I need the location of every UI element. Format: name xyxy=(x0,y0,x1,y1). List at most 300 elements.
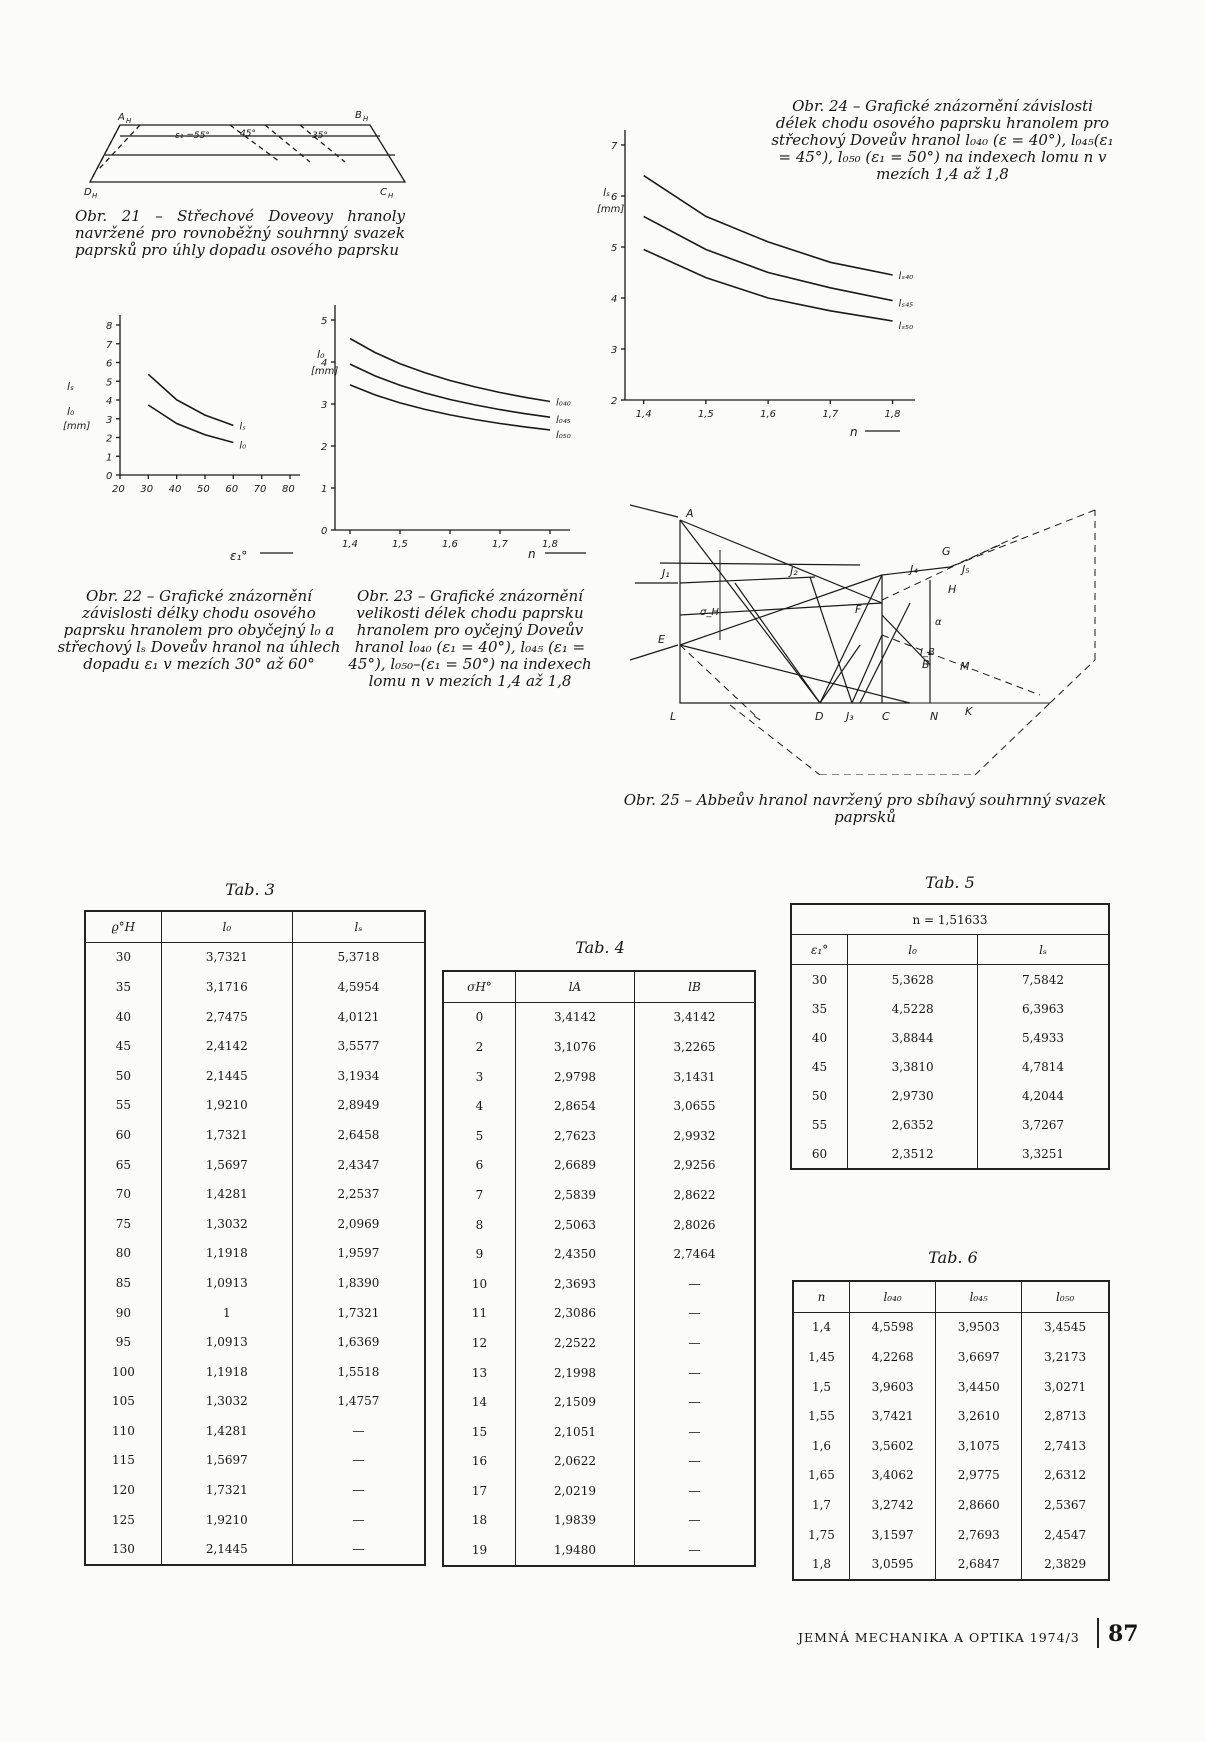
fig21-label-45: 45° xyxy=(240,129,256,139)
fig21-label-a-sub: H xyxy=(126,117,132,125)
table-row xyxy=(85,1446,425,1476)
fig21-caption: Obr. 21 – Střechové Doveovy hranoly navržené pro rovnoběžný souhrnný svazek paprsků pro úhly dopadu osového paprsku xyxy=(75,207,405,259)
f24-series-line xyxy=(644,176,893,275)
tab3-cell: 110 xyxy=(85,1416,161,1446)
tab3-cell: 1,4281 xyxy=(161,1416,292,1446)
tab4-cell: 18 xyxy=(443,1506,515,1536)
tab5-cell: 60 xyxy=(791,1139,848,1169)
fig22-axes xyxy=(116,315,300,479)
f23-series-line xyxy=(350,364,550,417)
tab5-cell: 3,8844 xyxy=(848,1023,978,1052)
table-row xyxy=(85,1298,425,1328)
tab5-header: l₀ xyxy=(848,935,978,965)
tab4-cell: 5 xyxy=(443,1121,515,1151)
table-row xyxy=(443,1151,755,1181)
tab6-cell: 4,2268 xyxy=(850,1342,936,1372)
tab5-cell: 4,5228 xyxy=(848,994,978,1023)
tab4-cell: — xyxy=(635,1299,755,1329)
fig21-label-eps: ε₁ =55° xyxy=(175,131,210,141)
table-row xyxy=(85,942,425,972)
fig25-angle-sigma: σ_H xyxy=(700,607,719,618)
tab5-cell: 3,3810 xyxy=(848,1052,978,1081)
table-row xyxy=(443,1299,755,1329)
f23-ytick-label: 4 xyxy=(321,358,328,369)
fig25-angle-ib: I_B xyxy=(920,647,935,658)
tab4-cell: — xyxy=(635,1358,755,1388)
tab5-cell: 35 xyxy=(791,994,848,1023)
tab3-cell: 2,6458 xyxy=(292,1120,425,1150)
tab6-cell: 2,6847 xyxy=(936,1549,1022,1580)
f24-xtick-label: 1,8 xyxy=(884,409,901,420)
tab6-cell: 2,5367 xyxy=(1022,1490,1109,1520)
tab6-header: l₀₅₀ xyxy=(1022,1281,1109,1312)
f23-series-label: l₀₅₀ xyxy=(556,429,571,441)
fig25-point-j5: J₅ xyxy=(962,563,970,576)
tab6-cell: 1,45 xyxy=(793,1342,850,1372)
tab3-cell: 4,5954 xyxy=(292,972,425,1002)
tab6-cell: 3,0595 xyxy=(850,1549,936,1580)
tab4-cell: — xyxy=(635,1269,755,1299)
table-row xyxy=(85,1150,425,1180)
table-row xyxy=(85,972,425,1002)
f23-xtick-label: 1,7 xyxy=(492,539,508,550)
tab6-cell: 2,6312 xyxy=(1022,1461,1109,1491)
tab4-cell: 2 xyxy=(443,1032,515,1062)
f22-ytick-label: 6 xyxy=(106,358,113,370)
tab4-cell: 7 xyxy=(443,1180,515,1210)
tab4-cell: 2,1998 xyxy=(515,1358,634,1388)
fig25-point-e: E xyxy=(658,633,665,646)
f22-series-label: lₛ xyxy=(239,421,246,433)
tab5-cell: 4,7814 xyxy=(978,1052,1109,1081)
tab4-cell: — xyxy=(635,1387,755,1417)
fig25-point-d: D xyxy=(815,710,824,723)
f22-ytick-label: 2 xyxy=(106,433,113,445)
tab4-cell: 3,1431 xyxy=(635,1062,755,1092)
f24-ytick-label: 2 xyxy=(611,396,618,407)
tab4-cell: 3,2265 xyxy=(635,1032,755,1062)
f22-ytick-label: 4 xyxy=(106,396,113,407)
tab3-cell: 95 xyxy=(85,1327,161,1357)
tab6-cell: 2,7693 xyxy=(936,1520,1022,1550)
table-row xyxy=(793,1401,1109,1431)
tab6-cell: 1,7 xyxy=(793,1490,850,1520)
tab4-cell: 2,8622 xyxy=(635,1180,755,1210)
tab3-cell: 1 xyxy=(161,1298,292,1328)
tab6-cell: 2,8713 xyxy=(1022,1401,1109,1431)
tab4-cell: 2,0622 xyxy=(515,1447,634,1477)
table-row xyxy=(85,1179,425,1209)
f22-xtick-label: 70 xyxy=(253,484,267,495)
tab4 xyxy=(442,970,756,1567)
tab3-cell: 5,3718 xyxy=(292,942,425,972)
tab3-cell: 1,5697 xyxy=(161,1446,292,1476)
tab3-header: ϱ°H xyxy=(85,911,161,942)
fig22-yunit: [mm] xyxy=(63,421,91,432)
f23-ytick-label: 5 xyxy=(321,316,328,327)
tab6-cell: 3,2610 xyxy=(936,1401,1022,1431)
fig25-point-g: G xyxy=(942,545,951,558)
tab3-cell: 1,6369 xyxy=(292,1327,425,1357)
tab4-cell: 2,1509 xyxy=(515,1387,634,1417)
tab4-cell: — xyxy=(635,1447,755,1477)
fig22-plot xyxy=(106,321,295,495)
table-row xyxy=(85,1120,425,1150)
f24-series-line xyxy=(644,250,893,322)
fig21-label-d: D xyxy=(84,187,92,198)
fig22-chart xyxy=(35,315,315,560)
fig23-plot xyxy=(321,316,571,550)
tab4-cell: — xyxy=(635,1506,755,1536)
tab6 xyxy=(792,1280,1110,1581)
tab3-cell: 1,3032 xyxy=(161,1209,292,1239)
tab4-cell: — xyxy=(635,1535,755,1566)
f23-ytick-label: 2 xyxy=(321,442,328,453)
tab4-cell: 2,7623 xyxy=(515,1121,634,1151)
fig25-point-b: B xyxy=(922,658,930,671)
fig25-point-f: F xyxy=(855,603,862,616)
tab3-cell: 3,1716 xyxy=(161,972,292,1002)
fig25-caption: Obr. 25 – Abbeův hranol navržený pro sbíhavý souhrnný svazek paprsků xyxy=(623,791,1107,826)
tab3-cell: — xyxy=(292,1505,425,1535)
tab3-cell: 1,8390 xyxy=(292,1268,425,1298)
table-row xyxy=(443,1535,755,1566)
tab6-cell: 3,6697 xyxy=(936,1342,1022,1372)
tab4-cell: 2,3086 xyxy=(515,1299,634,1329)
f23-ytick-label: 3 xyxy=(321,400,328,411)
tab4-cell: 2,7464 xyxy=(635,1239,755,1269)
fig24-chart xyxy=(595,130,955,440)
f22-ytick-label: 0 xyxy=(106,471,113,482)
tab6-title: Tab. 6 xyxy=(928,1248,978,1267)
table-row xyxy=(793,1372,1109,1402)
table-row xyxy=(85,1534,425,1565)
f22-ytick-label: 5 xyxy=(106,377,113,389)
tab6-cell: 3,0271 xyxy=(1022,1372,1109,1402)
tab5-cell: 45 xyxy=(791,1052,848,1081)
tab5-cell: 3,3251 xyxy=(978,1139,1109,1169)
tab5-cell: 2,6352 xyxy=(848,1110,978,1139)
tab3-cell: 1,5518 xyxy=(292,1357,425,1387)
f22-xtick-label: 20 xyxy=(112,484,125,495)
tab3-cell: 115 xyxy=(85,1446,161,1476)
tab5-header: ε₁° xyxy=(791,935,848,965)
tab5-cell: 30 xyxy=(791,965,848,995)
tab4-cell: — xyxy=(635,1328,755,1358)
fig23-yunit: [mm] xyxy=(311,366,339,377)
fig21-label-b: B xyxy=(355,110,362,121)
f22-ytick-label: 3 xyxy=(106,414,113,426)
tab3-cell: 2,4142 xyxy=(161,1031,292,1061)
f22-series-label: l₀ xyxy=(239,440,247,452)
tab4-header: lA xyxy=(515,971,634,1002)
f23-xtick-label: 1,8 xyxy=(542,539,558,550)
tab6-cell: 2,3829 xyxy=(1022,1549,1109,1580)
tab5-cell: 2,3512 xyxy=(848,1139,978,1169)
tab4-cell: 3,4142 xyxy=(635,1002,755,1032)
tab3-cell: 1,7321 xyxy=(161,1475,292,1505)
table-row xyxy=(443,1447,755,1477)
fig23-caption: Obr. 23 – Grafické znázornění velikosti délek chodu paprsku hranolem pro oyčejný Doveův hranol l₀₄₀ (ε₁ = 40°), l₀₄₅ (ε₁ = 45°), l₀₅₀–(ε₁ = 50°) na indexech lomu n v mezích 1,4 až 1,8 xyxy=(348,587,592,690)
tab3-cell: 1,9597 xyxy=(292,1239,425,1269)
tab3-title: Tab. 3 xyxy=(225,880,275,899)
f24-ytick-label: 6 xyxy=(611,192,618,203)
table-row xyxy=(443,1476,755,1506)
tab3-cell: 2,1445 xyxy=(161,1061,292,1091)
fig25-point-k: K xyxy=(965,705,973,718)
tab6-cell: 2,4547 xyxy=(1022,1520,1109,1550)
f24-ytick-label: 5 xyxy=(611,243,618,254)
tab4-cell: 4 xyxy=(443,1091,515,1121)
f23-ytick-label: 0 xyxy=(321,526,328,537)
fig24-yunit: [mm] xyxy=(597,204,625,215)
fig25-point-m: M xyxy=(960,660,970,673)
f22-ytick-label: 8 xyxy=(106,321,113,332)
tab6-cell: 1,65 xyxy=(793,1461,850,1491)
table-row xyxy=(443,1002,755,1032)
fig25-point-c: C xyxy=(882,710,890,723)
table-row xyxy=(443,1121,755,1151)
tab5-cell: 7,5842 xyxy=(978,965,1109,995)
fig23-axes xyxy=(331,305,570,534)
tab4-cell: — xyxy=(635,1476,755,1506)
tab6-cell: 3,5602 xyxy=(850,1431,936,1461)
tab4-cell: 2,5063 xyxy=(515,1210,634,1240)
tab4-cell: 2,3693 xyxy=(515,1269,634,1299)
f23-xtick-label: 1,4 xyxy=(342,539,358,550)
tab3-header: l₀ xyxy=(161,911,292,942)
tab4-cell: 2,9932 xyxy=(635,1121,755,1151)
tab4-header: σH° xyxy=(443,971,515,1002)
tab3-cell: 2,4347 xyxy=(292,1150,425,1180)
tab3 xyxy=(84,910,426,1566)
table-row xyxy=(443,1032,755,1062)
tab4-cell: 6 xyxy=(443,1151,515,1181)
tab5-cell: 4,2044 xyxy=(978,1081,1109,1110)
table-row xyxy=(85,1002,425,1032)
tab3-cell: 55 xyxy=(85,1091,161,1121)
tab3-cell: 70 xyxy=(85,1179,161,1209)
table-row xyxy=(793,1520,1109,1550)
tab4-cell: 2,9256 xyxy=(635,1151,755,1181)
table-row xyxy=(443,1417,755,1447)
tab4-cell: 8 xyxy=(443,1210,515,1240)
fig25-point-h: H xyxy=(948,583,957,596)
fig24-xlabel: n xyxy=(850,425,858,439)
table-row xyxy=(793,1431,1109,1461)
table-row xyxy=(793,1312,1109,1342)
tab3-cell: 80 xyxy=(85,1239,161,1269)
tab3-cell: 1,4757 xyxy=(292,1387,425,1417)
tab5-cell: 3,7267 xyxy=(978,1110,1109,1139)
f24-ytick-label: 4 xyxy=(611,294,618,305)
tab3-cell: 3,7321 xyxy=(161,942,292,972)
table-row xyxy=(793,1549,1109,1580)
tab3-cell: 90 xyxy=(85,1298,161,1328)
tab3-cell: 125 xyxy=(85,1505,161,1535)
tab3-cell: — xyxy=(292,1416,425,1446)
f24-ytick-label: 7 xyxy=(611,141,618,152)
tab5-cell: 5,3628 xyxy=(848,965,978,995)
table-row xyxy=(791,994,1109,1023)
tab3-cell: 3,5577 xyxy=(292,1031,425,1061)
table-row xyxy=(443,1328,755,1358)
f22-ytick-label: 1 xyxy=(106,452,113,464)
table-row xyxy=(85,1209,425,1239)
page-number: 87 xyxy=(1108,1621,1139,1647)
tab5-title: Tab. 5 xyxy=(925,873,975,892)
tab3-cell: 3,1934 xyxy=(292,1061,425,1091)
table-row xyxy=(85,1387,425,1417)
tab4-cell: 2,6689 xyxy=(515,1151,634,1181)
fig24-caption: Obr. 24 – Grafické znázornění závislosti délek chodu osového paprsku hranolem pro střechový Doveův hranol l₀₄₀ (ε = 40°), l₀₄₅(ε₁ = 45°), l₀₅₀ (ε₁ = 50°) na indexech lomu n v mezích 1,4 až 1,8 xyxy=(771,97,1114,183)
tab6-header: l₀₄₅ xyxy=(936,1281,1022,1312)
tab3-cell: 1,1918 xyxy=(161,1239,292,1269)
fig24-axes xyxy=(621,130,915,404)
tab3-cell: 4,0121 xyxy=(292,1002,425,1032)
table-row xyxy=(85,1416,425,1446)
f23-series-label: l₀₄₀ xyxy=(556,397,571,409)
tab5-cell: 2,9730 xyxy=(848,1081,978,1110)
fig21-prism-diagram xyxy=(80,100,420,200)
fig21-label-c: C xyxy=(380,187,387,198)
tab4-cell: 1,9480 xyxy=(515,1535,634,1566)
tab5-cell: 40 xyxy=(791,1023,848,1052)
tab3-cell: 1,9210 xyxy=(161,1505,292,1535)
table-row xyxy=(443,1210,755,1240)
tab5-cell: 50 xyxy=(791,1081,848,1110)
tab6-cell: 4,5598 xyxy=(850,1312,936,1342)
fig25-point-j3: J₃ xyxy=(846,710,854,723)
tab4-cell: 2,2522 xyxy=(515,1328,634,1358)
f24-series-label: lₛ₅₀ xyxy=(898,320,914,332)
table-row xyxy=(443,1387,755,1417)
tab4-cell: 14 xyxy=(443,1387,515,1417)
tab4-cell: 3 xyxy=(443,1062,515,1092)
table-row xyxy=(85,1031,425,1061)
tab4-cell: 9 xyxy=(443,1239,515,1269)
fig25-point-n: N xyxy=(930,710,939,723)
tab3-cell: 2,7475 xyxy=(161,1002,292,1032)
tab6-cell: 2,9775 xyxy=(936,1461,1022,1491)
tab3-cell: 1,5697 xyxy=(161,1150,292,1180)
tab6-cell: 3,1075 xyxy=(936,1431,1022,1461)
table-row xyxy=(85,1061,425,1091)
tab3-cell: 40 xyxy=(85,1002,161,1032)
tab4-cell: 3,4142 xyxy=(515,1002,634,1032)
tab3-cell: 1,3032 xyxy=(161,1387,292,1417)
tab6-cell: 3,7421 xyxy=(850,1401,936,1431)
tab3-cell: 130 xyxy=(85,1534,161,1565)
tab4-cell: 1,9839 xyxy=(515,1506,634,1536)
table-row xyxy=(85,1268,425,1298)
tab3-cell: 2,2537 xyxy=(292,1179,425,1209)
tab5-cell: 6,3963 xyxy=(978,994,1109,1023)
tab3-header: lₛ xyxy=(292,911,425,942)
tab3-cell: 45 xyxy=(85,1031,161,1061)
tab4-cell: 2,8026 xyxy=(635,1210,755,1240)
f24-xtick-label: 1,6 xyxy=(760,409,777,420)
table-row xyxy=(791,1139,1109,1169)
tab6-cell: 1,4 xyxy=(793,1312,850,1342)
tab3-cell: 2,0969 xyxy=(292,1209,425,1239)
fig25-abbe-prism xyxy=(620,495,1120,775)
tab6-cell: 3,4545 xyxy=(1022,1312,1109,1342)
fig25-point-j4: J₄ xyxy=(910,563,918,576)
tab4-cell: 0 xyxy=(443,1002,515,1032)
tab4-cell: 17 xyxy=(443,1476,515,1506)
tab4-cell: 3,0655 xyxy=(635,1091,755,1121)
tab6-cell: 3,4450 xyxy=(936,1372,1022,1402)
fig25-point-j1: J₁ xyxy=(662,567,670,580)
fig24-ylabel: lₛ xyxy=(603,186,611,199)
table-row xyxy=(85,1327,425,1357)
tab6-cell: 2,8660 xyxy=(936,1490,1022,1520)
fig21-label-a: A xyxy=(118,112,125,123)
table-row xyxy=(791,1081,1109,1110)
f24-series-line xyxy=(644,216,893,300)
tab3-cell: — xyxy=(292,1475,425,1505)
f22-xtick-label: 80 xyxy=(282,484,295,495)
tab3-cell: 1,9210 xyxy=(161,1091,292,1121)
fig21-label-35: 35° xyxy=(312,131,328,141)
tab3-cell: 1,4281 xyxy=(161,1179,292,1209)
table-row xyxy=(443,1180,755,1210)
fig25-point-l: L xyxy=(670,710,677,723)
tab6-header: n xyxy=(793,1281,850,1312)
tab4-cell: 16 xyxy=(443,1447,515,1477)
f23-series-label: l₀₄₅ xyxy=(556,415,571,427)
f24-series-label: lₛ₄₀ xyxy=(898,271,914,283)
tab3-cell: 120 xyxy=(85,1475,161,1505)
f23-xtick-label: 1,6 xyxy=(442,539,458,550)
f22-xtick-label: 30 xyxy=(140,484,154,495)
fig22-ylabel-lo: l₀ xyxy=(67,405,75,418)
f22-series-line xyxy=(148,374,233,425)
tab6-cell: 3,4062 xyxy=(850,1461,936,1491)
f22-xtick-label: 50 xyxy=(197,484,210,495)
tab3-cell: 100 xyxy=(85,1357,161,1387)
table-row xyxy=(85,1357,425,1387)
tab6-cell: 1,8 xyxy=(793,1549,850,1580)
f23-ytick-label: 1 xyxy=(321,484,328,495)
f22-xtick-label: 60 xyxy=(225,484,239,495)
f24-ytick-label: 3 xyxy=(611,345,618,356)
tab3-cell: 85 xyxy=(85,1268,161,1298)
table-row xyxy=(443,1269,755,1299)
table-row xyxy=(791,965,1109,995)
tab3-cell: 60 xyxy=(85,1120,161,1150)
tab4-cell: 11 xyxy=(443,1299,515,1329)
tab3-cell: 105 xyxy=(85,1387,161,1417)
tab4-cell: 15 xyxy=(443,1417,515,1447)
tab5-cell: 5,4933 xyxy=(978,1023,1109,1052)
tab6-cell: 2,7413 xyxy=(1022,1431,1109,1461)
tab3-cell: 30 xyxy=(85,942,161,972)
f22-series-line xyxy=(148,405,233,443)
tab6-cell: 1,5 xyxy=(793,1372,850,1402)
fig25-point-j2: J₂ xyxy=(790,565,798,578)
tab5 xyxy=(790,903,1110,1170)
fig22-ylabel-ls: lₛ xyxy=(67,380,75,393)
fig23-xlabel: n xyxy=(528,547,536,561)
table-row xyxy=(443,1091,755,1121)
tab4-cell: 3,1076 xyxy=(515,1032,634,1062)
table-row xyxy=(85,1239,425,1269)
tab4-header: lB xyxy=(635,971,755,1002)
tab3-cell: 1,1918 xyxy=(161,1357,292,1387)
tab6-cell: 3,2173 xyxy=(1022,1342,1109,1372)
